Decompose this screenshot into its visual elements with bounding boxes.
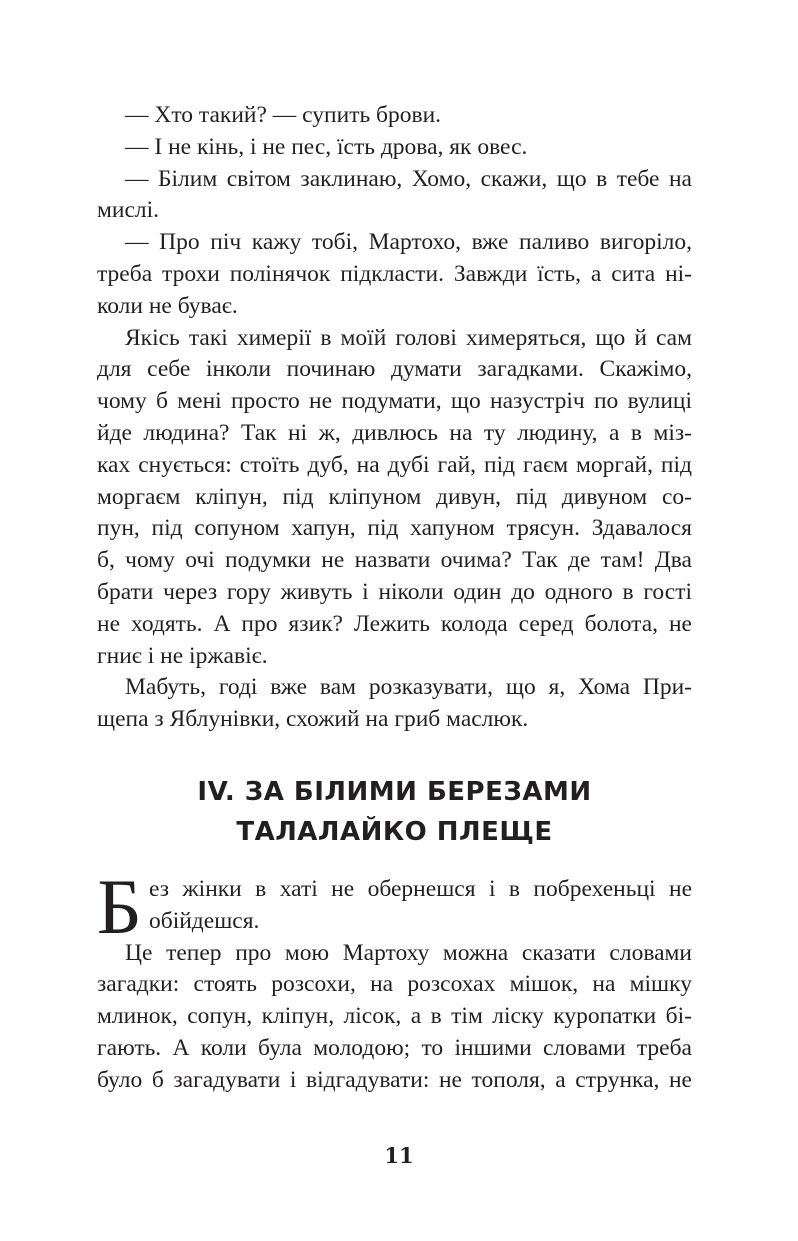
text-line: загадки: стоять розсохи, на розсохах мішок, на мішку	[97, 971, 692, 998]
text-line: чому б мені просто не подумати, що назустріч по вулиці	[97, 388, 692, 415]
chapter-heading-line: IV. ЗА БІЛИМИ БЕРЕЗАМИ	[197, 777, 592, 807]
text-line: треба трохи полінячок підкласти. Завжди їсть, а сита ні-	[97, 260, 692, 287]
text-line: б, чому очі подумки не назвати очима? Так де там! Два	[97, 547, 692, 574]
text-line: мислі.	[97, 197, 160, 224]
drop-cap-letter: Б	[97, 863, 142, 950]
paragraph	[97, 164, 692, 228]
text-line: пун, під сопуном хапун, під хапуном трясун. Здавалося	[97, 515, 692, 542]
text-line: — Про піч кажу тобі, Мартохо, вже паливо вигоріло,	[125, 229, 692, 256]
dropcap-paragraph	[97, 863, 692, 950]
text-line: млинок, сопун, кліпун, лісок, а в тім ліску куропатки бі-	[97, 1003, 692, 1030]
text-line: гають. А коли була молодою; то іншими словами треба	[97, 1034, 692, 1061]
text-line: гниє і не іржавіє.	[97, 642, 268, 669]
text-block-top	[97, 100, 692, 736]
page-number: 11	[384, 1143, 414, 1168]
text-line: ез жінки в хаті не обернешся і в побрехеньці не	[149, 876, 692, 902]
text-line: йде людина? Так ні ж, дивлюсь на ту людину, а в міз-	[97, 419, 692, 446]
paragraph	[97, 323, 692, 673]
text-line: — Білим світом заклинаю, Хомо, скажи, що в тебе на	[125, 165, 692, 192]
text-line: було б загадувати і відгадувати: не тополя, а струнка, не	[97, 1066, 692, 1093]
chapter-heading-line: ТАЛАЛАЙКО ПЛЕЩЕ	[236, 817, 553, 847]
text-line: ках снується: стоїть дуб, на дубі гай, під гаєм моргай, під	[97, 451, 692, 478]
text-line: обійдешся.	[149, 907, 260, 934]
paragraph	[97, 227, 692, 322]
text-line: — Хто такий? — супить брови.	[125, 102, 442, 128]
text-line: не ходять. А про язик? Лежить колода серед болота, не	[97, 610, 692, 637]
chapter-heading	[97, 772, 692, 852]
paragraph	[97, 672, 692, 736]
paragraph	[97, 938, 692, 1097]
text-line: щепа з Яблунівки, схожий на гриб маслюк.	[97, 706, 529, 733]
text-line: — І не кінь, і не пес, їсть дрова, як овес.	[125, 133, 528, 160]
text-line: коли не буває.	[97, 292, 238, 319]
text-line: Це тепер про мою Мартоху можна сказати словами	[125, 939, 692, 966]
paragraph	[97, 100, 692, 132]
text-line: моргаєм кліпун, під кліпуном дивун, під дивуном со-	[97, 483, 692, 510]
text-line: для себе інколи починаю думати загадками. Скажімо,	[97, 356, 692, 383]
paragraph	[97, 132, 692, 164]
text-line: Якісь такі химерії в моїй голові химеряться, що й сам	[125, 324, 692, 351]
text-line: Мабуть, годі вже вам розказувати, що я, Хома При-	[125, 674, 692, 701]
text-block-bottom	[97, 863, 692, 1097]
text-line: брати через гору живуть і ніколи один до одного в гості	[97, 578, 692, 605]
